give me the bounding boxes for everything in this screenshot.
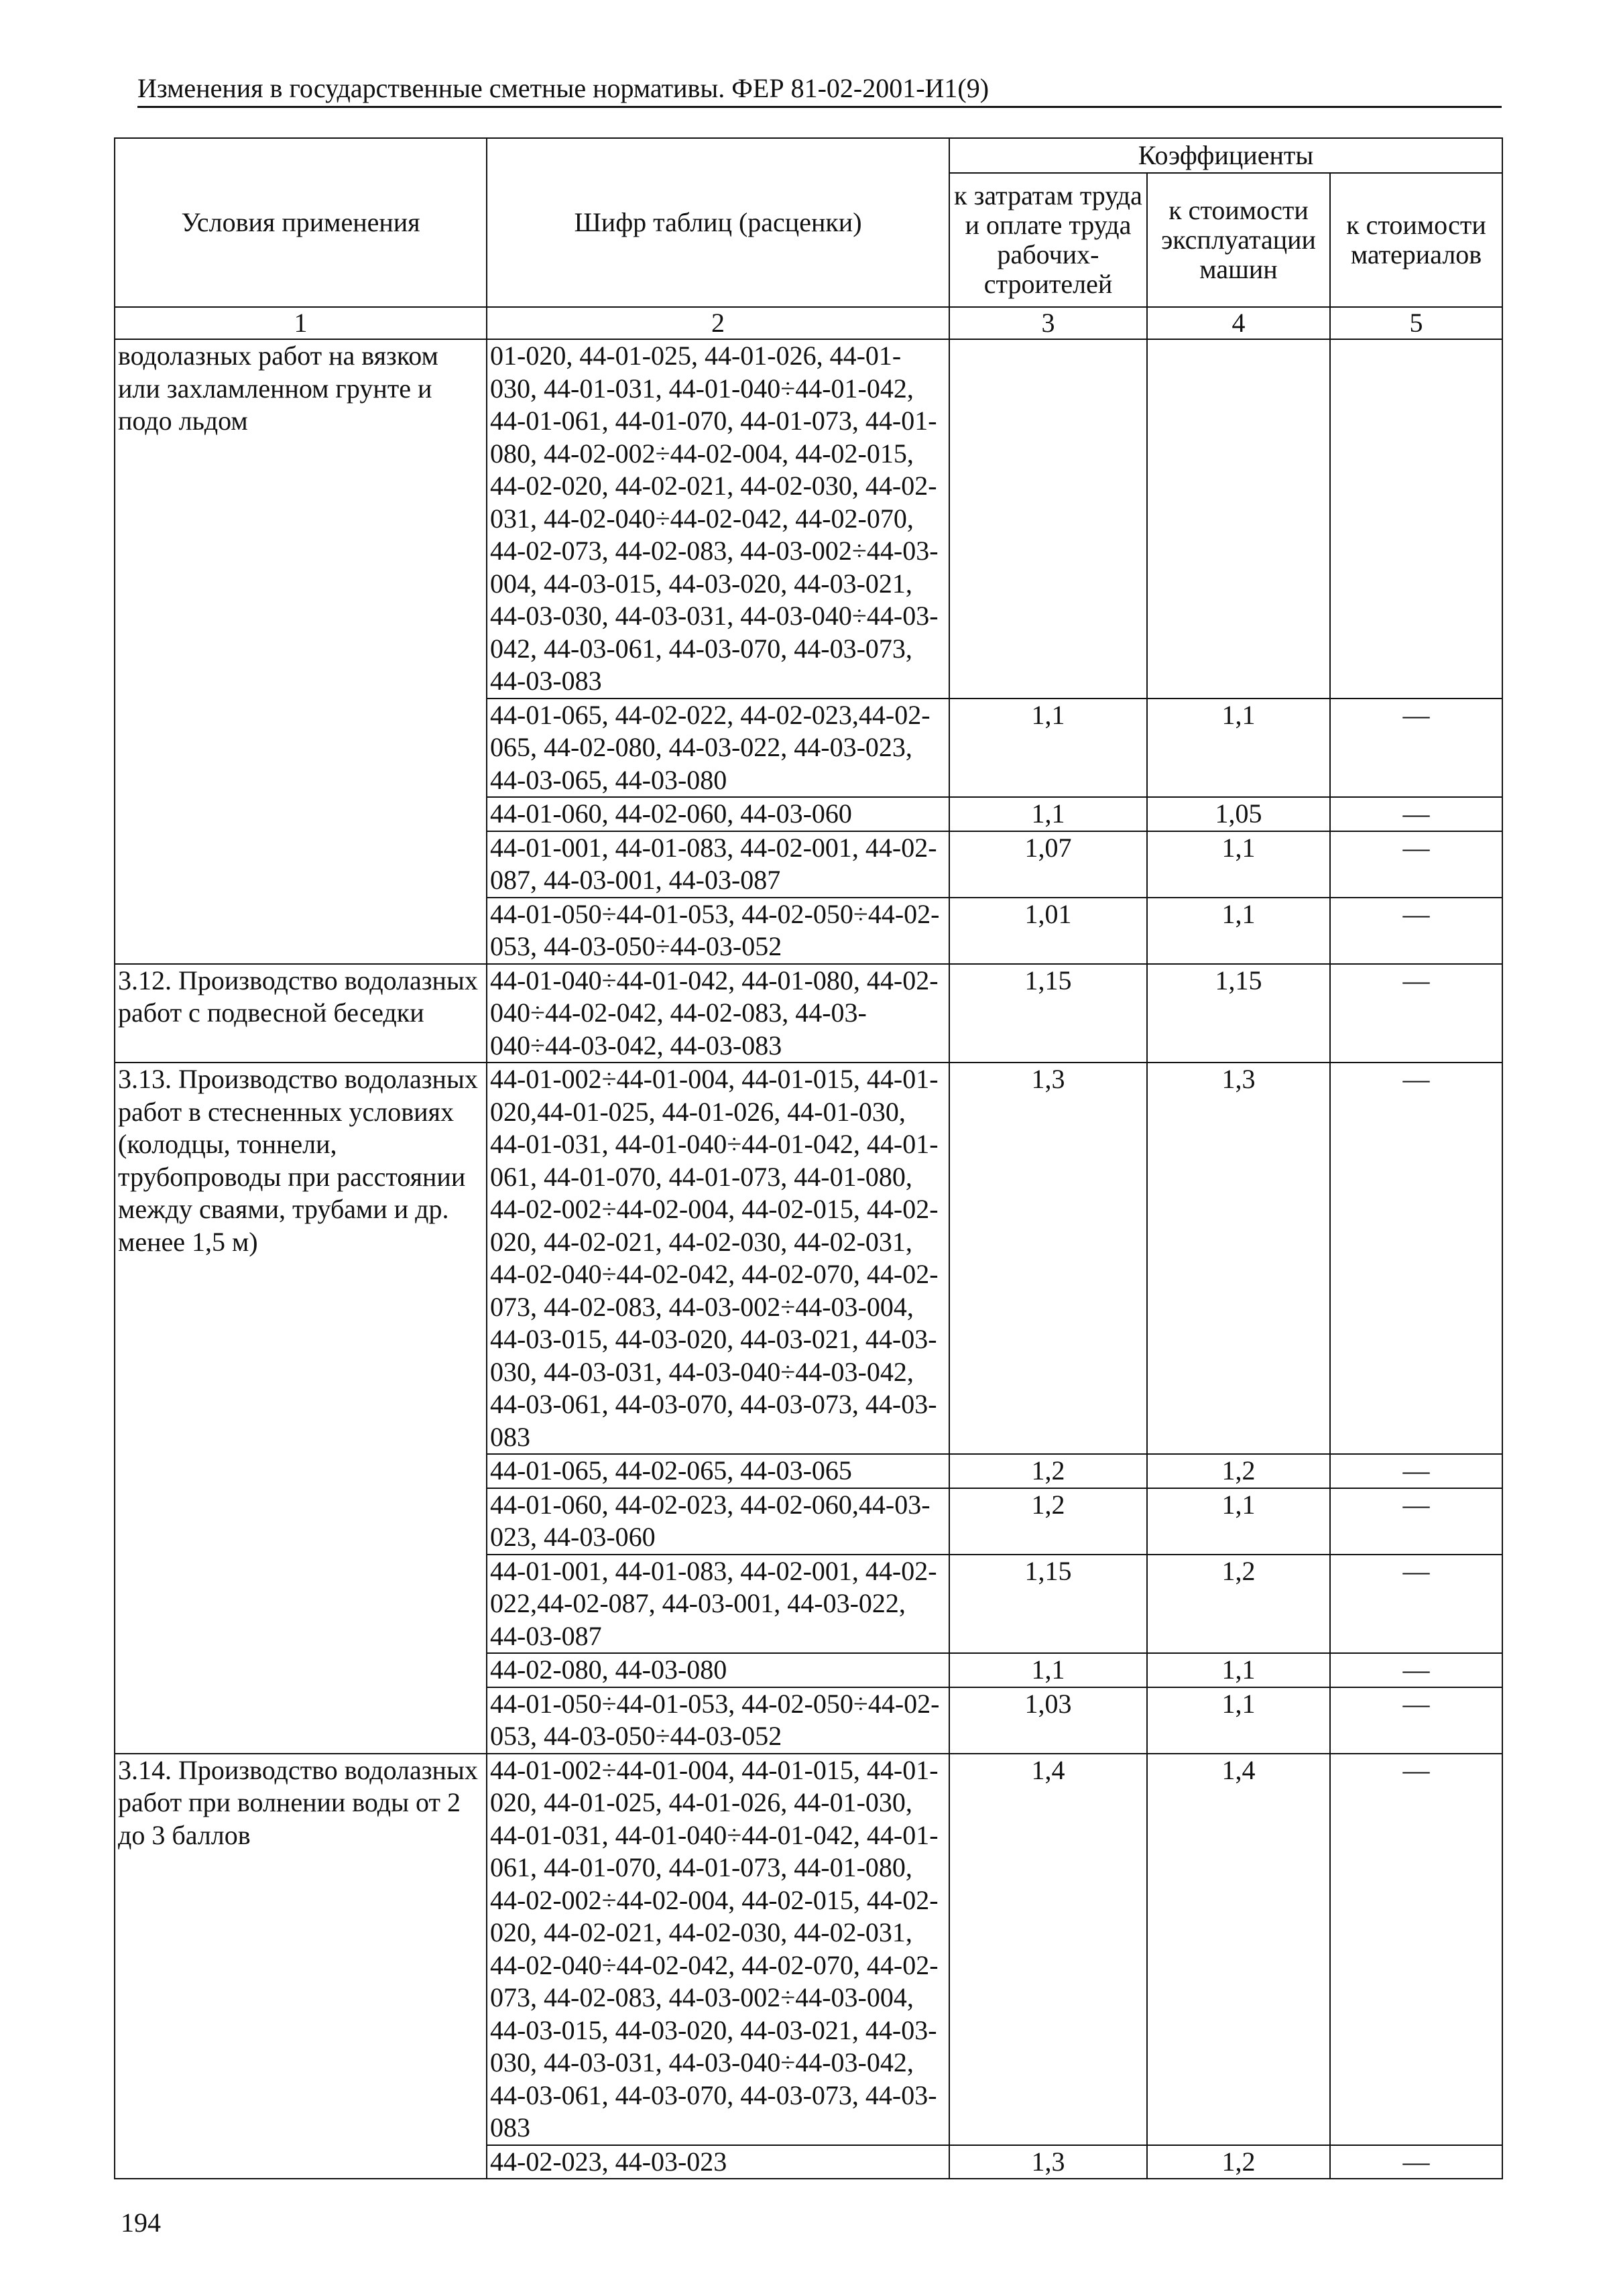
labor-coefficient-cell: 1,2	[949, 1488, 1147, 1555]
table-row	[115, 1063, 1502, 1454]
page-number: 194	[121, 2208, 161, 2238]
machines-coefficient-cell: 1,1	[1147, 1653, 1330, 1687]
table-codes-cell: 44-02-080, 44-03-080	[487, 1653, 949, 1687]
materials-coefficient-cell: —	[1330, 1687, 1502, 1754]
table-header	[115, 138, 1502, 339]
header-coefficients-group: Коэффициенты	[949, 138, 1502, 173]
labor-coefficient-cell: 1,1	[949, 1653, 1147, 1687]
materials-coefficient-cell: —	[1330, 1454, 1502, 1488]
table-row	[115, 339, 1502, 699]
machines-coefficient-cell: 1,4	[1147, 1754, 1330, 2145]
table-row	[115, 1754, 1502, 2145]
column-number: 1	[115, 307, 487, 339]
machines-coefficient-cell: 1,1	[1147, 699, 1330, 798]
table-codes-cell: 44-01-001, 44-01-083, 44-02-001, 44-02-087, 44-03-001, 44-03-087	[487, 831, 949, 898]
column-number: 3	[949, 307, 1147, 339]
machines-coefficient-cell: 1,1	[1147, 1488, 1330, 1555]
labor-coefficient-cell: 1,3	[949, 2145, 1147, 2179]
header-machines-coefficient: к стоимости эксплуатации машин	[1147, 173, 1330, 307]
labor-coefficient-cell: 1,07	[949, 831, 1147, 898]
materials-coefficient-cell: —	[1330, 1555, 1502, 1654]
materials-coefficient-cell: —	[1330, 2145, 1502, 2179]
machines-coefficient-cell: 1,1	[1147, 1687, 1330, 1754]
machines-coefficient-cell: 1,1	[1147, 898, 1330, 964]
column-number: 2	[487, 307, 949, 339]
header-conditions: Условия применения	[115, 138, 487, 307]
labor-coefficient-cell: 1,15	[949, 964, 1147, 1063]
condition-cell: 3.14. Производство водолазных работ при волнении воды от 2 до 3 баллов	[115, 1754, 487, 2179]
header-table-codes: Шифр таблиц (расценки)	[487, 138, 949, 307]
page-header-title: Изменения в государственные сметные нормативы. ФЕР 81-02-2001-И1(9)	[137, 72, 1502, 108]
table-codes-cell: 01-020, 44-01-025, 44-01-026, 44-01-030, 44-01-031, 44-01-040÷44-01-042, 44-01-061, 44-01-070, 44-01-073, 44-01-080, 44-02-002÷44-02-004, 44-02-015, 44-02-020, 44-02-021, 44-02-030, 44-02-031, 44-02-040÷44-02-042, 44-02-070, 44-02-073, 44-02-083, 44-03-002÷44-03-004, 44-03-015, 44-03-020, 44-03-021, 44-03-030, 44-03-031, 44-03-040÷44-03-042, 44-03-061, 44-03-070, 44-03-073, 44-03-083	[487, 339, 949, 699]
condition-cell: водолазных работ на вязком или захламленном грунте и подо льдом	[115, 339, 487, 964]
machines-coefficient-cell: 1,2	[1147, 1454, 1330, 1488]
table-codes-cell: 44-01-065, 44-02-065, 44-03-065	[487, 1454, 949, 1488]
labor-coefficient-cell: 1,4	[949, 1754, 1147, 2145]
labor-coefficient-cell: 1,1	[949, 699, 1147, 798]
table-codes-cell: 44-02-023, 44-03-023	[487, 2145, 949, 2179]
coefficients-table	[114, 137, 1503, 2179]
labor-coefficient-cell: 1,01	[949, 898, 1147, 964]
materials-coefficient-cell: —	[1330, 699, 1502, 798]
condition-cell: 3.13. Производство водолазных работ в стесненных условиях (колодцы, тоннели, трубопроводы при расстоянии между сваями, трубами и др. менее 1,5 м)	[115, 1063, 487, 1754]
header-labor-coefficient: к затратам труда и оплате труда рабочих-строителей	[949, 173, 1147, 307]
labor-coefficient-cell: 1,3	[949, 1063, 1147, 1454]
table-codes-cell: 44-01-002÷44-01-004, 44-01-015, 44-01-020, 44-01-025, 44-01-026, 44-01-030, 44-01-031, 44-01-040÷44-01-042, 44-01-061, 44-01-070, 44-01-073, 44-01-080, 44-02-002÷44-02-004, 44-02-015, 44-02-020, 44-02-021, 44-02-030, 44-02-031, 44-02-040÷44-02-042, 44-02-070, 44-02-073, 44-02-083, 44-03-002÷44-03-004, 44-03-015, 44-03-020, 44-03-021, 44-03-030, 44-03-031, 44-03-040÷44-03-042, 44-03-061, 44-03-070, 44-03-073, 44-03-083	[487, 1754, 949, 2145]
condition-cell: 3.12. Производство водолазных работ с подвесной беседки	[115, 964, 487, 1063]
table-codes-cell: 44-01-001, 44-01-083, 44-02-001, 44-02-022,44-02-087, 44-03-001, 44-03-022, 44-03-087	[487, 1555, 949, 1654]
labor-coefficient-cell	[949, 339, 1147, 699]
table-row	[115, 964, 1502, 1063]
machines-coefficient-cell: 1,1	[1147, 831, 1330, 898]
materials-coefficient-cell: —	[1330, 1653, 1502, 1687]
materials-coefficient-cell	[1330, 339, 1502, 699]
header-materials-coefficient: к стоимости материалов	[1330, 173, 1502, 307]
column-number: 4	[1147, 307, 1330, 339]
machines-coefficient-cell: 1,05	[1147, 797, 1330, 831]
table-body	[115, 339, 1502, 2179]
machines-coefficient-cell: 1,15	[1147, 964, 1330, 1063]
materials-coefficient-cell: —	[1330, 1488, 1502, 1555]
materials-coefficient-cell: —	[1330, 797, 1502, 831]
labor-coefficient-cell: 1,03	[949, 1687, 1147, 1754]
column-number: 5	[1330, 307, 1502, 339]
machines-coefficient-cell: 1,2	[1147, 2145, 1330, 2179]
labor-coefficient-cell: 1,1	[949, 797, 1147, 831]
materials-coefficient-cell: —	[1330, 964, 1502, 1063]
table-codes-cell: 44-01-065, 44-02-022, 44-02-023,44-02-065, 44-02-080, 44-03-022, 44-03-023, 44-03-065, 44-03-080	[487, 699, 949, 798]
labor-coefficient-cell: 1,15	[949, 1555, 1147, 1654]
materials-coefficient-cell: —	[1330, 898, 1502, 964]
table-codes-cell: 44-01-060, 44-02-023, 44-02-060,44-03-023, 44-03-060	[487, 1488, 949, 1555]
materials-coefficient-cell: —	[1330, 831, 1502, 898]
materials-coefficient-cell: —	[1330, 1063, 1502, 1454]
machines-coefficient-cell	[1147, 339, 1330, 699]
table-codes-cell: 44-01-060, 44-02-060, 44-03-060	[487, 797, 949, 831]
table-codes-cell: 44-01-002÷44-01-004, 44-01-015, 44-01-020,44-01-025, 44-01-026, 44-01-030, 44-01-031, 44-01-040÷44-01-042, 44-01-061, 44-01-070, 44-01-073, 44-01-080, 44-02-002÷44-02-004, 44-02-015, 44-02-020, 44-02-021, 44-02-030, 44-02-031, 44-02-040÷44-02-042, 44-02-070, 44-02-073, 44-02-083, 44-03-002÷44-03-004, 44-03-015, 44-03-020, 44-03-021, 44-03-030, 44-03-031, 44-03-040÷44-03-042, 44-03-061, 44-03-070, 44-03-073, 44-03-083	[487, 1063, 949, 1454]
table-codes-cell: 44-01-050÷44-01-053, 44-02-050÷44-02-053, 44-03-050÷44-03-052	[487, 1687, 949, 1754]
machines-coefficient-cell: 1,2	[1147, 1555, 1330, 1654]
machines-coefficient-cell: 1,3	[1147, 1063, 1330, 1454]
materials-coefficient-cell: —	[1330, 1754, 1502, 2145]
table-codes-cell: 44-01-050÷44-01-053, 44-02-050÷44-02-053, 44-03-050÷44-03-052	[487, 898, 949, 964]
labor-coefficient-cell: 1,2	[949, 1454, 1147, 1488]
table-codes-cell: 44-01-040÷44-01-042, 44-01-080, 44-02-040÷44-02-042, 44-02-083, 44-03-040÷44-03-042, 44-03-083	[487, 964, 949, 1063]
